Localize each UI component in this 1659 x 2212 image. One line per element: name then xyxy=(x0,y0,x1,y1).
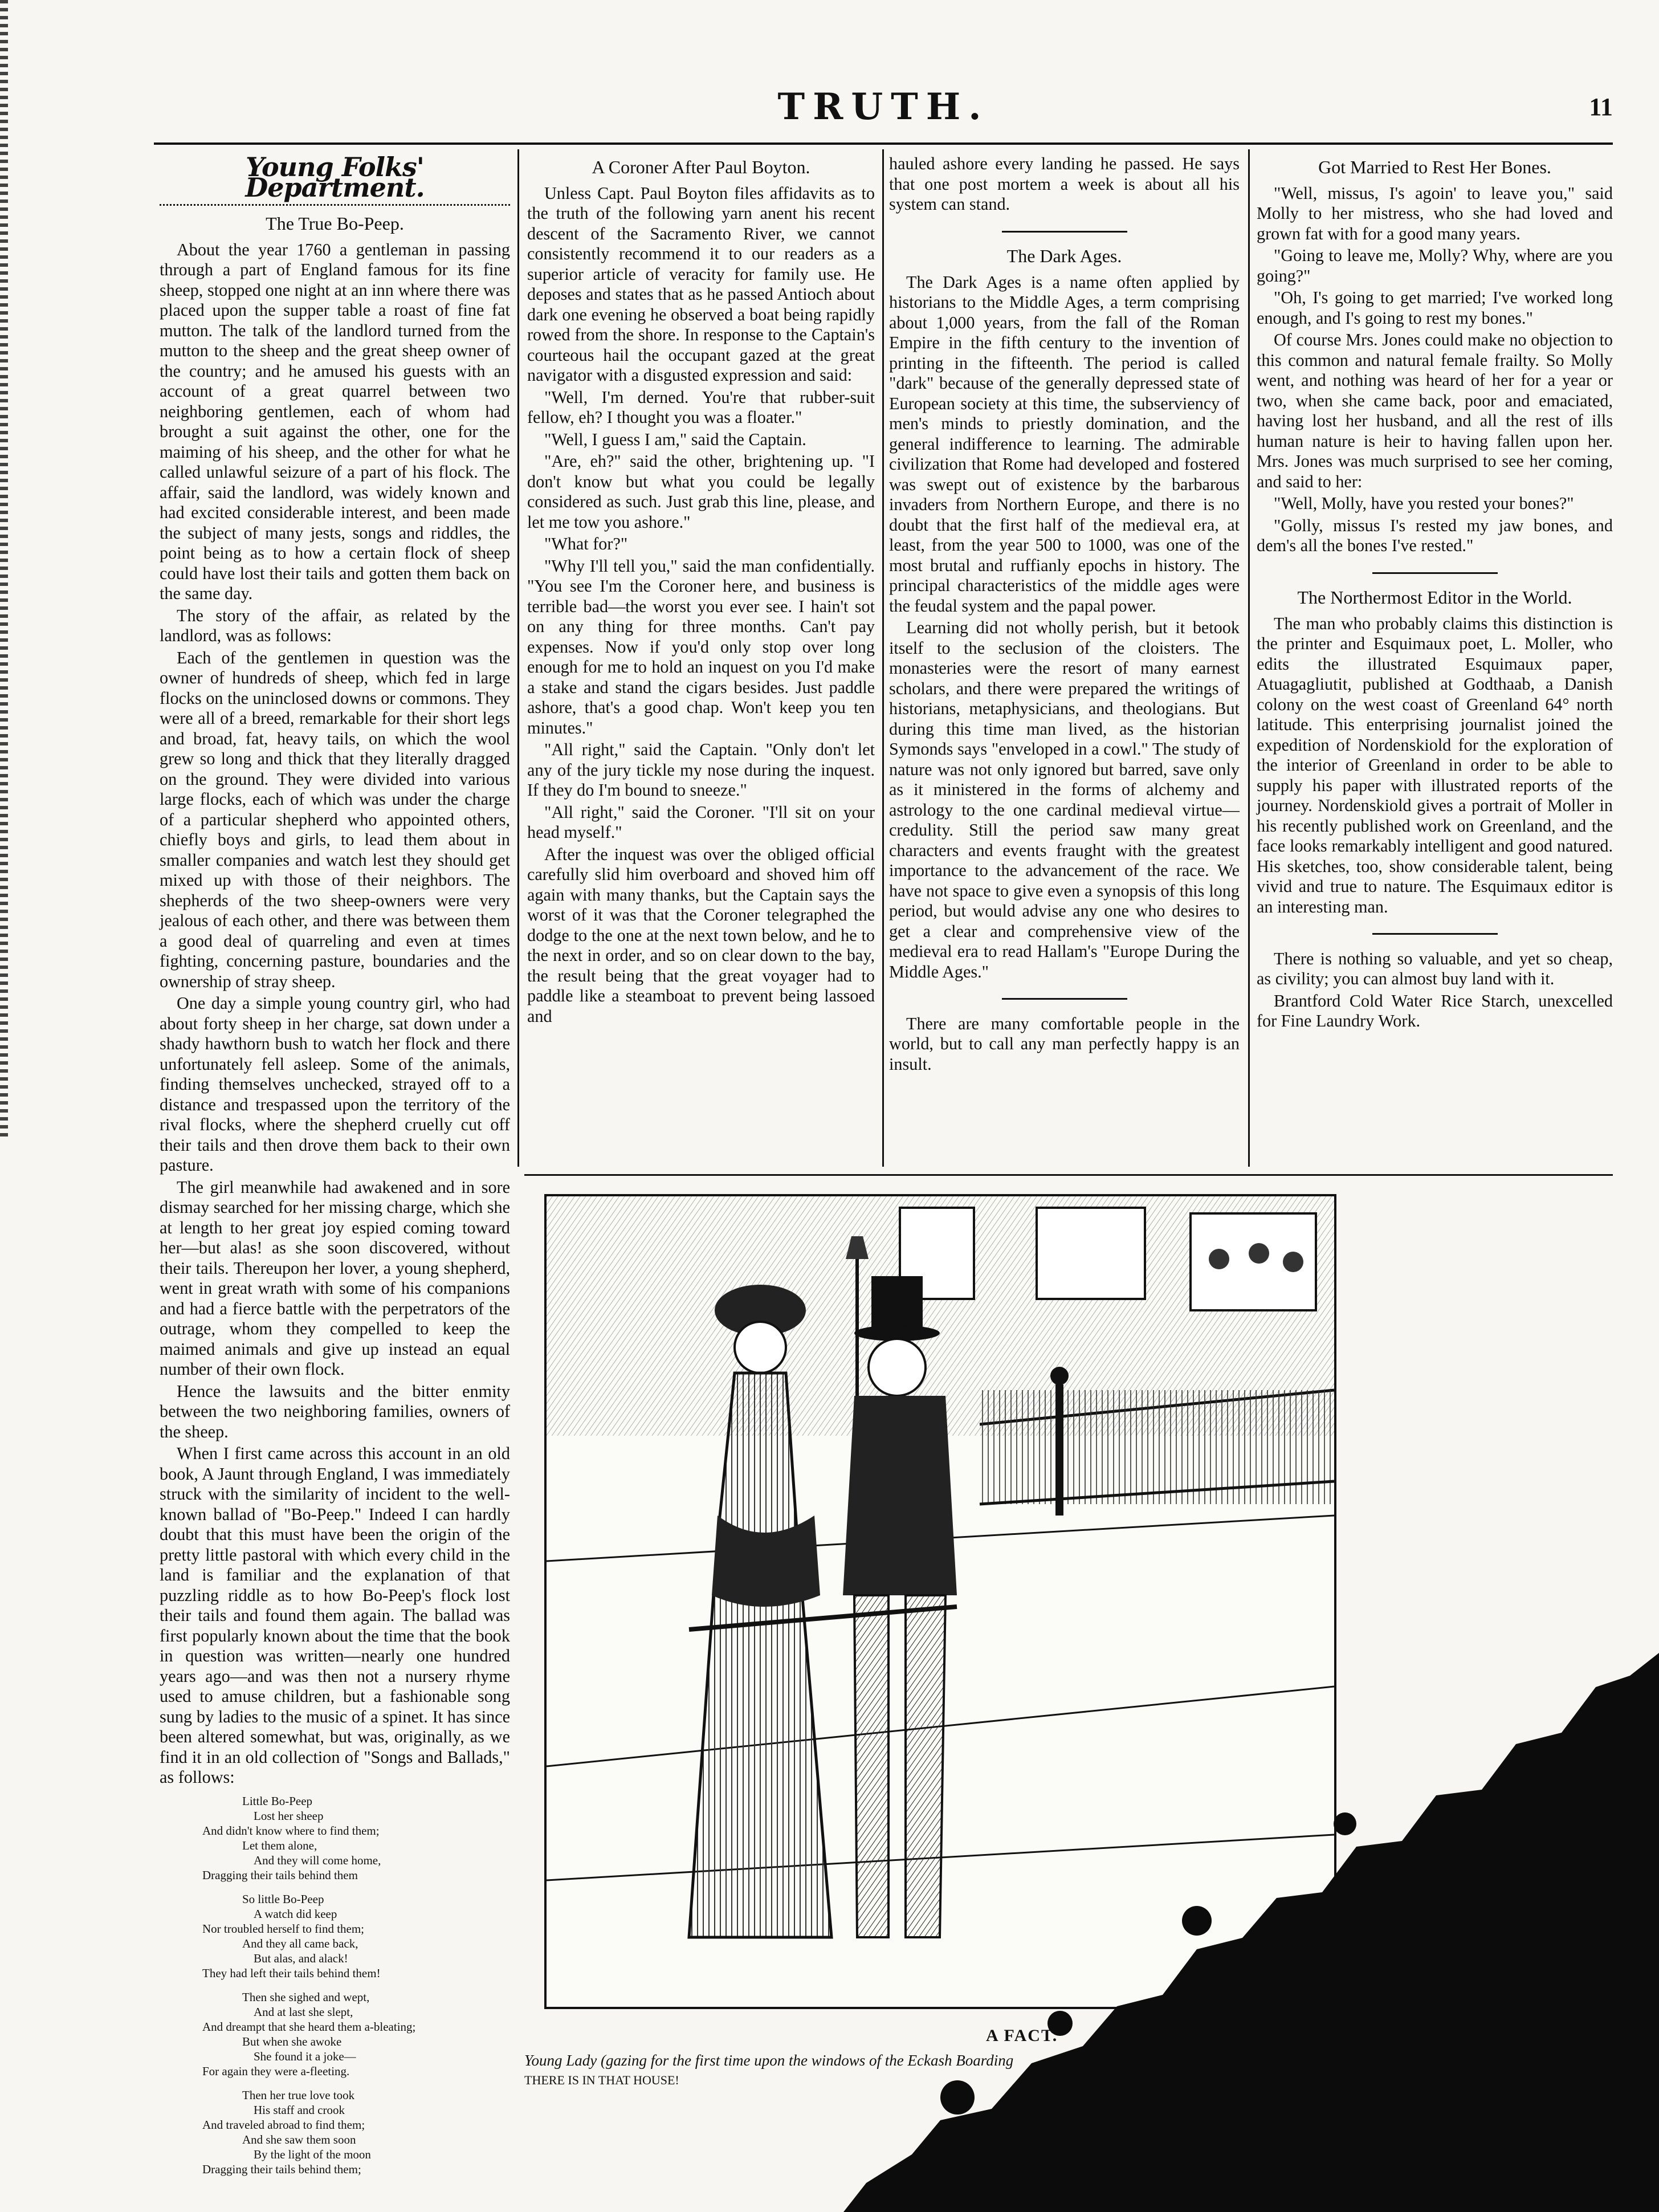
advertisement: Brantford Cold Water Rice Starch, unexcelled for Fine Laundry Work. xyxy=(1257,991,1613,1030)
column-rule-3 xyxy=(1248,149,1250,1167)
poem-line: And at last she slept, xyxy=(254,2005,353,2019)
paragraph: "Well, Molly, have you rested your bones?" xyxy=(1274,494,1574,513)
illustration-caption: Young Lady (gazing for the first time upon the windows of the Eckash Boarding xyxy=(524,2052,1014,2069)
poem-line: So little Bo-Peep xyxy=(242,1892,324,1906)
paragraph: Hence the lawsuits and the bitter enmity between the two neighboring families, owners of the sheep. xyxy=(160,1381,510,1441)
poem-line: For again they were a-fleeting. xyxy=(202,2064,350,2078)
page-edge xyxy=(0,0,8,1140)
column-dark-ages xyxy=(889,154,1240,1076)
column-rule-2 xyxy=(882,149,884,1167)
figure-in-window xyxy=(1209,1249,1229,1269)
poem-stanza xyxy=(202,1892,510,1981)
ink-damage-blot xyxy=(843,1653,1659,2212)
paragraph: The girl meanwhile had awakened and in sore dismay searched for her missing charge, which she at length to her great joy espied coming toward her—but alas! as she soon discovered, without their tails. Thereupon her lover, a young shepherd, went in great wrath with some of his companions and had a fierce battle with the perpetrators of the outrage, whom they compelled to keep the maimed animals and give up instead an equal number of their own flock. xyxy=(160,1177,510,1379)
poem-stanza xyxy=(202,1990,510,2079)
article-title: The Dark Ages. xyxy=(1006,246,1122,266)
paragraph: "Golly, missus I's rested my jaw bones, and dem's all the bones I've rested." xyxy=(1257,515,1613,555)
article-title: The Northermost Editor in the World. xyxy=(1297,587,1572,608)
column-coroner xyxy=(527,154,875,1028)
railing-bars xyxy=(980,1390,1334,1504)
poem-line: Dragging their tails behind them; xyxy=(202,2162,361,2176)
paragraph-continuation: hauled ashore every landing he passed. He says that one post mortem a week is about all his system can stand. xyxy=(889,154,1240,214)
article-title: The True Bo-Peep. xyxy=(266,213,404,234)
section-separator xyxy=(889,988,1240,1008)
column-rule-1 xyxy=(517,149,519,1167)
paragraph: "Why I'll tell you," said the man confidentially. "You see I'm the Coroner here, and business is terrible bad—the worst you ever see. I hain't sot on any thing for three months. Can't pay expenses. Now if you'd only stop over long enough for me to hold an inquest on you I'd make a stake and stand the cigars besides. Just paddle ashore, that's a good chap. Won't keep you ten minutes." xyxy=(527,556,875,738)
poem-line: Dragging their tails behind them xyxy=(202,1868,358,1882)
poem-line: She found it a joke— xyxy=(254,2049,356,2063)
paragraph: The man who probably claims this distinction is the printer and Esquimaux poet, L. Moller, who edits the illustrated Esquimaux paper, Atuagagliutit, published at Godthaab, a Danish colony on the west coast of Greenland 64° north latitude. This enterprising journalist joined the expedition of Nordenskiold for the exploration of the interior of Greenland in order to be able to supply his paper with illustrated reports of the journey. Nordenskiold gives a portrait of Moller in his recently published work on Greenland, and the face looks remarkably intelligent and good natured. His sketches, too, show considerable talent, being vivid and true to nature. The Esquimaux editor is an interesting man. xyxy=(1257,613,1613,916)
paragraph: There is nothing so valuable, and yet so cheap, as civility; you can almost buy land with it. xyxy=(1257,948,1613,988)
newspaper-title: TRUTH. xyxy=(777,85,989,128)
poem-line: And she saw them soon xyxy=(242,2132,356,2146)
paragraph: Unless Capt. Paul Boyton files affidavits as to the truth of the following yarn anent his recent descent of the Sacramento River, we cannot consistently recommend it to our readers as a superior article of veracity for family use. He deposes and states that as he passed Antioch about dark one evening he observed a boat being rapidly rowed from the shore. In response to the Captain's courteous hail the occupant gazed at the great navigator with a disgusted expression and said: xyxy=(527,183,875,385)
poem-line: And they will come home, xyxy=(254,1853,381,1867)
department-heading: Young Folks' Department. xyxy=(245,152,425,203)
paragraph: Learning did not wholly perish, but it betook itself to the seclusion of the cloisters. The monasteries were the resort of many earnest scholars, and there were prepared the writings of historians, metaphysicians, and theologians. But during this time man lived, as the historian Symonds says "enveloped in a cowl." The study of nature was not only ignored but barred, save only as it ministered in the forms of alchemy and astrology to the one cardinal medieval virtue—credulity. Still the period saw many great characters and events fraught with the greatest importance to the advancement of the race. We have not space to give even a synopsis of this long period, but would advise any one who desires to get a clear and comprehensive view of the medieval era to read Hallam's "Europe During the Middle Ages." xyxy=(889,618,1240,981)
poem-line: Let them alone, xyxy=(242,1838,317,1852)
poem-line: Lost her sheep xyxy=(254,1808,324,1823)
poem-line: And dreampt that she heard them a-bleating; xyxy=(202,2019,416,2034)
illustration-top-rule xyxy=(524,1174,1613,1176)
masthead xyxy=(154,85,1613,137)
illustration-title: A FACT. xyxy=(986,2026,1058,2045)
paragraph: About the year 1760 a gentleman in passing through a part of England famous for its fine sheep, stopped one night at an inn where there was placed upon the supper table a roast of fine fat mutton. The talk of the landlord turned from the mutton to the sheep and the great sheep owner of the country; and he amused his guests with an account of a great quarrel between two neighboring gentlemen, each of whom had brought a suit against the other, one for the maiming of his sheep, and the other for what he called unlawful seizure of a part of his flock. The affair, said the landlord, was widely known and had excited considerable interest, and been made the subject of many jests, songs and riddles, the point being as to how a certain flock of sheep could have lost their tails and gotten them back on the same day. xyxy=(160,239,510,603)
poem-line: Then her true love took xyxy=(242,2088,355,2102)
bo-peep-poem xyxy=(202,1794,510,2177)
paragraph: "All right," said the Captain. "Only don't let any of the jury tickle my nose during the inquest. If they do I'm bound to sneeze." xyxy=(527,740,875,800)
paragraph: "Going to leave me, Molly? Why, where are you going?" xyxy=(1257,246,1613,286)
poem-stanza xyxy=(202,1794,510,1883)
figure-in-window xyxy=(1249,1243,1269,1264)
column-young-folks xyxy=(160,154,510,2186)
poem-line: And they all came back, xyxy=(242,1936,358,1950)
page-number: 11 xyxy=(1589,93,1613,121)
figure-in-window xyxy=(1283,1252,1303,1272)
poem-line: But when she awoke xyxy=(242,2034,342,2048)
window-icon xyxy=(1037,1208,1145,1299)
illustration-caption-end: THERE IS IN THAT HOUSE! xyxy=(524,2073,679,2087)
paragraph: "Well, missus, I's agoin' to leave you," said Molly to her mistress, who she had loved and grown fat with for a good many years. xyxy=(1257,183,1613,243)
poem-line: A watch did keep xyxy=(254,1907,337,1921)
paragraph: The story of the affair, as related by the landlord, was as follows: xyxy=(160,605,510,645)
paragraph: "All right," said the Coroner. "I'll sit on your head myself." xyxy=(527,802,875,842)
section-separator xyxy=(889,221,1240,241)
section-separator xyxy=(1257,562,1613,582)
paragraph: The Dark Ages is a name often applied by historians to the Middle Ages, a term comprising about 1,000 years, from the fall of the Roman Empire in the fifth century to the invention of printing in the fifteenth. The period is called "dark" because of the generally depressed state of European society at this time, the subserviency of men's minds to priestly domination, and the general indifference to learning. The admirable civilization that Rome had developed and fostered was swept out of existence by the barbarous invaders from Northern Europe, and there is no doubt that the first half of the medieval era, at least, from the year 500 to 1000, was one of the most brutal and ruffianly epochs in history. The principal characteristics of the middle ages were the feudal system and the papal power. xyxy=(889,272,1240,616)
article-title: A Coroner After Paul Boyton. xyxy=(592,157,810,177)
poem-line: Nor troubled herself to find them; xyxy=(202,1921,365,1936)
paragraph: Of course Mrs. Jones could make no objection to this common and natural female frailty. So Molly went, and nothing was heard of her for a year or two, when she came back, poor and emaciated, having lost her husband, and all the rest of ills human nature is heir to having fallen upon her. Mrs. Jones was much surprised to see her coming, and said to her: xyxy=(1257,330,1613,491)
paragraph: "What for?" xyxy=(544,534,628,553)
paragraph: "Well, I'm derned. You're that rubber-suit fellow, eh? I thought you was a floater." xyxy=(527,387,875,427)
poem-line: By the light of the moon xyxy=(254,2147,371,2161)
poem-line: But alas, and alack! xyxy=(254,1951,348,1965)
poem-line: They had left their tails behind them! xyxy=(202,1966,381,1980)
distant-figure-head xyxy=(1050,1367,1069,1385)
article-title: Got Married to Rest Her Bones. xyxy=(1318,157,1551,177)
header-rule xyxy=(154,142,1613,145)
poem-line: And traveled abroad to find them; xyxy=(202,2117,365,2132)
poem-line: And didn't know where to find them; xyxy=(202,1823,380,1838)
poem-line: Then she sighed and wept, xyxy=(242,1990,370,2004)
paragraph: "Oh, I's going to get married; I've worked long enough, and I's going to rest my bones." xyxy=(1257,288,1613,328)
paragraph: "Well, I guess I am," said the Captain. xyxy=(544,429,806,449)
poem-line: His staff and crook xyxy=(254,2103,345,2117)
section-separator xyxy=(1257,923,1613,943)
paragraph: There are many comfortable people in the world, but to call any man perfectly happy is an insult. xyxy=(889,1013,1240,1074)
paragraph: One day a simple young country girl, who had about forty sheep in her charge, sat down under a shady hawthorn bush to watch her flock and there unfortunately fell asleep. Some of the animals, finding themselves unchecked, strayed off to a distance and trespassed upon the territory of the rival flocks, where the shepherd cruelly cut off their tails and then drove them back to their own pasture. xyxy=(160,993,510,1175)
poem-stanza xyxy=(202,2088,510,2177)
paragraph: "Are, eh?" said the other, brightening up. "I don't know but what you could be legally considered as such. Just grab this line, please, and let me tow you ashore." xyxy=(527,451,875,532)
column-married-and-editor xyxy=(1257,154,1613,1033)
paragraph: Each of the gentlemen in question was the owner of hundreds of sheep, which fed in large flocks on the uninclosed downs or commons. They were all of a breed, remarkable for their short legs and broad, fat, heavy tails, on which the wool grew so long and thick that they literally dragged on the ground. They were divided into various large flocks, each of which was under the charge of a particular shepherd who appointed others, chiefly boys and girls, to lead them about in smaller companies and watch lest they should get mixed up with those of their neighbors. The shepherds of the two sheep-owners were very jealous of each other, and there was between them a good deal of quarreling and even at times fighting, concerning pasture, boundaries and the ownership of stray sheep. xyxy=(160,647,510,991)
poem-line: Little Bo-Peep xyxy=(242,1794,313,1808)
paragraph: When I first came across this account in an old book, A Jaunt through England, I was immediately struck with the similarity of incident to the well-known ballad of "Bo-Peep." Indeed I can hardly doubt that this must have been the origin of the pretty little pastoral with which every child in the land is familiar and the explanation of that puzzling riddle as to how Bo-Peep's flock lost their tails and found them again. The ballad was first popularly known about the time that the book in question was written—nearly one hundred years ago—and was then not a nursery rhyme used to amuse children, but a fashionable song sung by ladies to the music of a spinet. It has since been altered somewhat, but was, originally, as we find it in an old collection of "Songs and Ballads," as follows: xyxy=(160,1444,510,1787)
paragraph: After the inquest was over the obliged official carefully slid him overboard and shoved him off again with many thanks, but the Captain says the worst of it was that the Coroner telegraphed the dodge to the one at the next town below, and he to the next in order, and so on clear down to the bay, the result being that the great voyager had to paddle like a steamboat to prevent being lassoed and xyxy=(527,844,875,1026)
